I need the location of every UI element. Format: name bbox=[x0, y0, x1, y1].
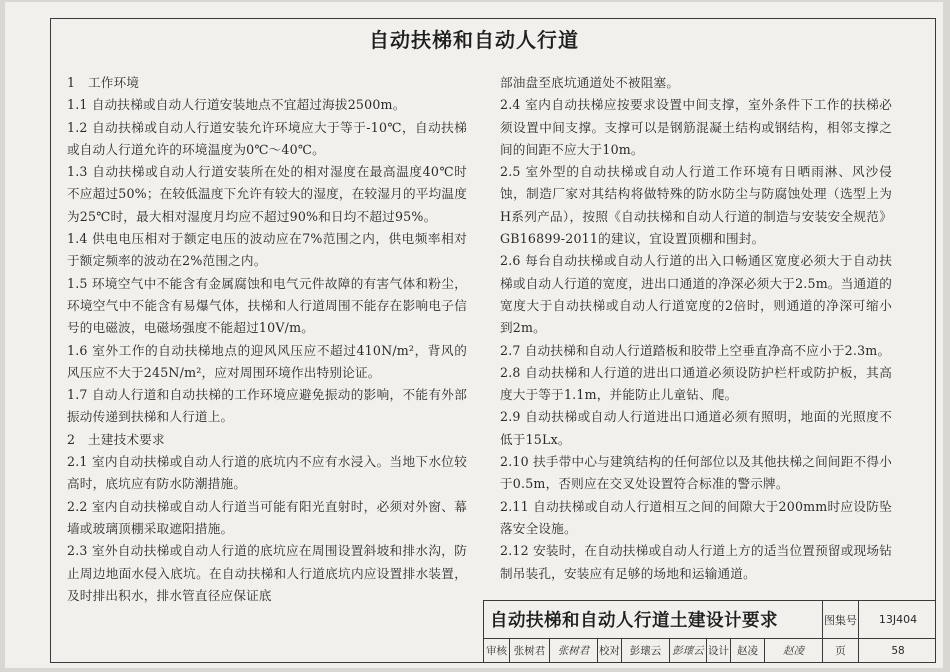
page-title: 自动扶梯和自动人行道 bbox=[369, 28, 579, 52]
page-label: 页 bbox=[822, 638, 858, 663]
paragraph: 1.7 自动人行道和自动扶梯的工作环境应避免振动的影响，不能有外部振动传递到扶梯和人行道上。 bbox=[67, 387, 467, 425]
page-number: 58 bbox=[858, 638, 937, 663]
paragraph: 2.5 室外型的自动扶梯或自动人行道工作环境有日晒雨淋、风沙侵蚀，制造厂家对其结构将做特殊的防水防尘与防腐蚀处理（选型上为H系列产品），按照《自动扶梯和自动人行道的制造与安装安全规范》GB16899-2011的建议，宜设置顶棚和围封。 bbox=[500, 164, 892, 247]
paragraph: 2.1 室内自动扶梯或自动人行道的底坑内不应有水浸入。当地下水位较高时，底坑应有防水防潮措施。 bbox=[67, 454, 467, 492]
reviewer-signature: 张树君 bbox=[549, 638, 597, 663]
title-block bbox=[483, 600, 936, 663]
paragraph: 2.12 安装时，在自动扶梯或自动人行道上方的适当位置预留或现场钻制吊装孔，安装应有足够的场地和运输通道。 bbox=[500, 543, 892, 581]
paragraph: 1.1 自动扶梯或自动人行道安装地点不宜超过海拔2500m。 bbox=[67, 97, 406, 113]
left-column bbox=[67, 72, 467, 607]
designer-signature: 赵凌 bbox=[764, 638, 822, 663]
drawing-sheet bbox=[5, 2, 943, 668]
paragraph: 2.3 室外自动扶梯或自动人行道的底坑应在周围设置斜坡和排水沟，防止周边地面水侵入底坑。在自动扶梯和人行道底坑内应设置排水装置，及时排出积水，排水管直径应保证底 bbox=[67, 543, 467, 603]
paragraph: 1.3 自动扶梯或自动人行道安装所在处的相对湿度在最高温度40℃时不应超过50%；在较低温度下允许有较大的湿度，在较湿月的平均温度为25℃时，最大相对湿度月均应不超过90%和日均不超过95%。 bbox=[67, 164, 467, 224]
paragraph: 2.9 自动扶梯或自动人行道进出口通道必须有照明，地面的光照度不低于15Lx。 bbox=[500, 409, 892, 447]
review-label: 审核 bbox=[486, 645, 507, 657]
paragraph: 1.4 供电电压相对于额定电压的波动应在7%范围之内，供电频率相对于额定频率的波动在2%范围之内。 bbox=[67, 231, 467, 269]
section-heading: 2 土建技术要求 bbox=[67, 431, 165, 447]
title-block-row-bottom bbox=[484, 638, 936, 663]
paragraph: 2.7 自动扶梯和自动人行道踏板和胶带上空垂直净高不应小于2.3m。 bbox=[500, 342, 891, 358]
paragraph: 部油盘至底坑通道处不被阻塞。 bbox=[500, 75, 680, 90]
paragraph: 2.4 室内自动扶梯应按要求设置中间支撑，室外条件下工作的扶梯必须设置中间支撑。支撑可以是钢筋混凝土结构或钢结构，相邻支撑之间的间距不应大于10m。 bbox=[500, 97, 892, 157]
paragraph: 2.8 自动扶梯和人行道的进出口通道必须设防护栏杆或防护板，其高度大于等于1.1m，并能防止儿童钻、爬。 bbox=[500, 364, 892, 403]
designer-name: 赵凌 bbox=[730, 638, 764, 663]
paragraph: 1.6 室外工作的自动扶梯地点的迎风风压应不超过410N/m²，背风的风压应不大于245N/m²，应对周围环境作出特别论证。 bbox=[67, 342, 467, 380]
checker-name: 彭瓌云 bbox=[621, 638, 669, 663]
paragraph: 1.2 自动扶梯或自动人行道安装允许环境应大于等于-10℃，自动扶梯或自动人行道允许的环境温度为0℃～40℃。 bbox=[67, 119, 467, 157]
paragraph: 2.11 自动扶梯或自动人行道相互之间的间隙大于200mm时应设防坠落安全设施。 bbox=[500, 498, 892, 536]
drawing-title: 自动扶梯和自动人行道土建设计要求 bbox=[490, 611, 778, 631]
title-block-row-top bbox=[484, 601, 936, 639]
right-column bbox=[500, 72, 892, 585]
section-heading: 1 工作环境 bbox=[67, 75, 140, 90]
atlas-label: 图集号 bbox=[822, 601, 858, 638]
design-label: 设计 bbox=[706, 638, 730, 663]
paragraph: 2.6 每台自动扶梯或自动人行道的出入口畅通区宽度必须大于自动扶梯或自动人行道的宽度，进出口通道的净深必须大于2.5m。当通道的宽度大于自动扶梯或自动人行道宽度的2倍时，则通道的净深可缩小到2m。 bbox=[500, 253, 892, 336]
paragraph: 2.2 室内自动扶梯或自动人行道当可能有阳光直射时，必须对外窗、幕墙或玻璃顶棚采取遮阳措施。 bbox=[67, 498, 467, 536]
atlas-number: 13J404 bbox=[858, 601, 937, 638]
paragraph: 2.10 扶手带中心与建筑结构的任何部位以及其他扶梯之间间距不得小于0.5m，否则应在交叉处设置符合标准的警示牌。 bbox=[500, 454, 892, 492]
checker-signature: 彭瓌云 bbox=[669, 638, 706, 663]
reviewer-name: 张树君 bbox=[509, 638, 549, 663]
check-label: 校对 bbox=[597, 638, 621, 663]
paragraph: 1.5 环境空气中不能含有金属腐蚀和电气元件故障的有害气体和粉尘，环境空气中不能含有易爆气体，扶梯和人行道周围不能存在影响电子信号的电磁波，电磁场强度不能超过10V/m。 bbox=[67, 275, 467, 336]
